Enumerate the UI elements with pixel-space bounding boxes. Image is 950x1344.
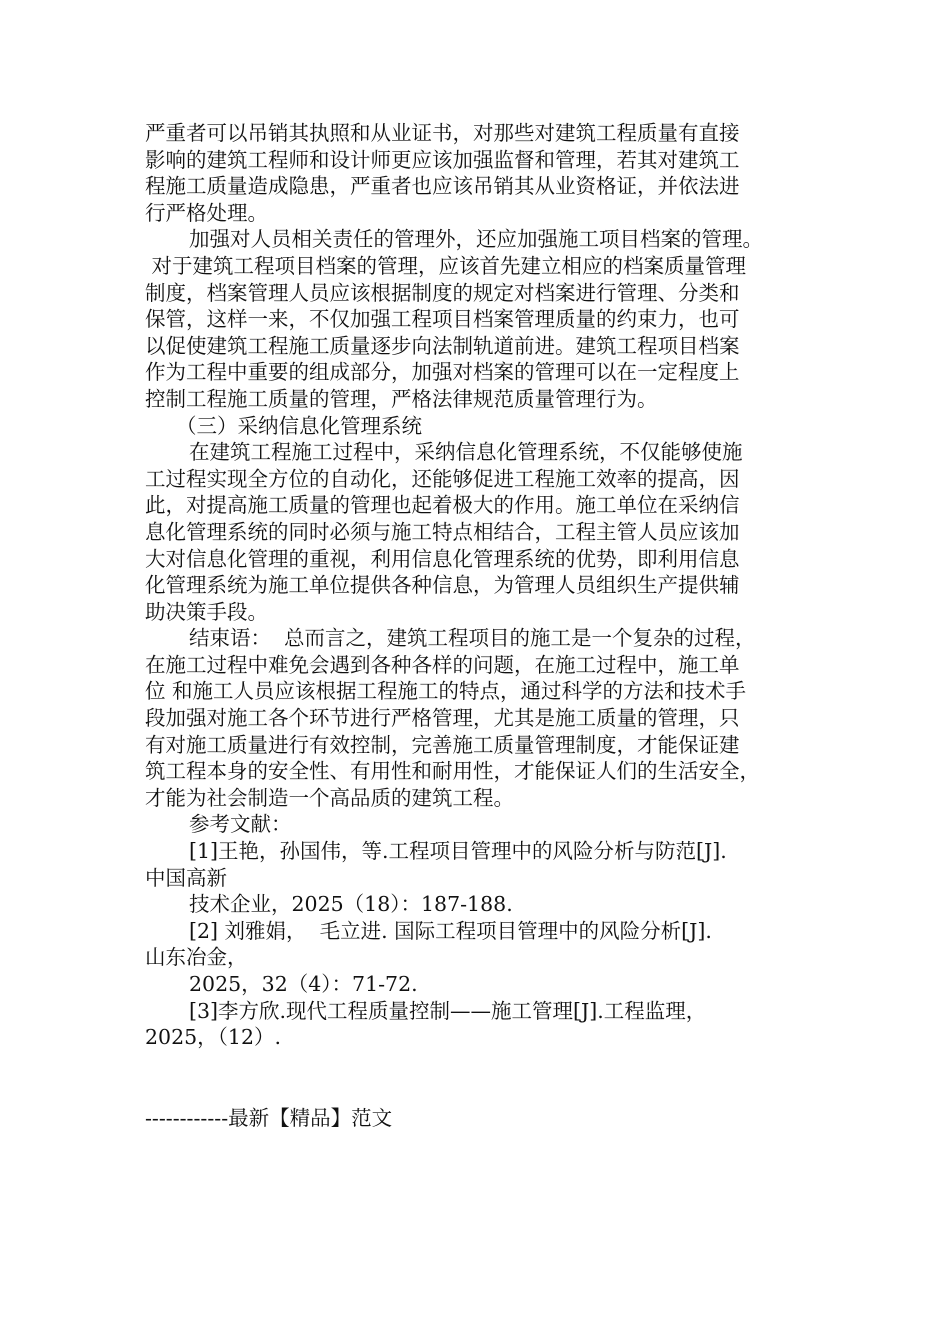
reference-line: 中国高新 xyxy=(145,865,227,890)
paragraph-line: 以促使建筑工程施工质量逐步向法制轨道前进。建筑工程项目档案 xyxy=(145,333,740,358)
paragraph-line: 加强对人员相关责任的管理外，还应加强施工项目档案的管理。 xyxy=(189,227,763,252)
paragraph-line: 息化管理系统的同时必须与施工特点相结合，工程主管人员应该加 xyxy=(145,519,740,544)
reference-line: 2025，32（4）：71-72. xyxy=(189,972,418,996)
document-body xyxy=(145,120,815,1131)
reference-line: 2025，（12）. xyxy=(145,1025,282,1050)
paragraph-line: 化管理系统为施工单位提供各种信息，为管理人员组织生产提供辅 xyxy=(145,573,740,598)
paragraph-line: 行严格处理。 xyxy=(145,200,268,225)
reference-line: 山东冶金， xyxy=(145,945,248,970)
paragraph-line: 工过程实现全方位的自动化，还能够促进工程施工效率的提高，因 xyxy=(145,466,740,491)
reference-line: [3]李方欣.现代工程质量控制——施工管理[J].工程监理， xyxy=(189,998,707,1023)
paragraph-line: 段加强对施工各个环节进行严格管理，尤其是施工质量的管理，只 xyxy=(145,706,740,731)
paragraph-line: 在建筑工程施工过程中，采纳信息化管理系统，不仅能够使施 xyxy=(189,440,743,465)
paragraph-line: 严重者可以吊销其执照和从业证书，对那些对建筑工程质量有直接 xyxy=(145,121,740,145)
reference-line: [1]王艳，孙国伟，等.工程项目管理中的风险分析与防范[J]. xyxy=(189,839,727,864)
references-heading: 参考文献： xyxy=(189,812,292,837)
paragraph-line: 影响的建筑工程师和设计师更应该加强监督和管理，若其对建筑工 xyxy=(145,147,740,172)
spacer xyxy=(145,1051,815,1105)
paragraph-line: 此，对提高施工质量的管理也起着极大的作用。施工单位在采纳信 xyxy=(145,493,740,518)
paragraph-line: 保管，这样一来，不仅加强工程项目档案管理质量的约束力，也可 xyxy=(145,307,740,332)
reference-line: [2] 刘雅娟， 毛立进. 国际工程项目管理中的风险分析[J]. xyxy=(189,918,712,943)
paragraph-line: 大对信息化管理的重视，利用信息化管理系统的优势，即利用信息 xyxy=(145,546,740,571)
section-heading: （三）采纳信息化管理系统 xyxy=(176,413,422,438)
paragraph-line: 在施工过程中难免会遇到各种各样的问题，在施工过程中，施工单 xyxy=(145,652,740,677)
paragraph-line: 对于建筑工程项目档案的管理，应该首先建立相应的档案质量管理 xyxy=(145,253,747,278)
paragraph-line: 筑工程本身的安全性、有用性和耐用性，才能保证人们的生活安全， xyxy=(145,759,760,784)
paragraph-line: 程施工质量造成隐患，严重者也应该吊销其从业资格证，并依法进 xyxy=(145,174,740,199)
paragraph-line: 才能为社会制造一个高品质的建筑工程。 xyxy=(145,785,514,810)
paragraph-line: 作为工程中重要的组成部分，加强对档案的管理可以在一定程度上 xyxy=(145,360,740,385)
paragraph-line: 助决策手段。 xyxy=(145,599,268,624)
paragraph-line: 控制工程施工质量的管理，严格法律规范质量管理行为。 xyxy=(145,386,658,411)
paragraph-line: 有对施工质量进行有效控制，完善施工质量管理制度，才能保证建 xyxy=(145,732,740,757)
conclusion-line: 结束语： 总而言之，建筑工程项目的施工是一个复杂的过程， xyxy=(189,626,756,651)
paragraph-line: 位 和施工人员应该根据工程施工的特点，通过科学的方法和技术手 xyxy=(145,679,747,704)
reference-line: 技术企业，2025（18）：187-188. xyxy=(189,892,513,917)
footer-text: ------------最新【精品】范文 xyxy=(145,1105,393,1130)
paragraph-line: 制度，档案管理人员应该根据制度的规定对档案进行管理、分类和 xyxy=(145,280,740,305)
